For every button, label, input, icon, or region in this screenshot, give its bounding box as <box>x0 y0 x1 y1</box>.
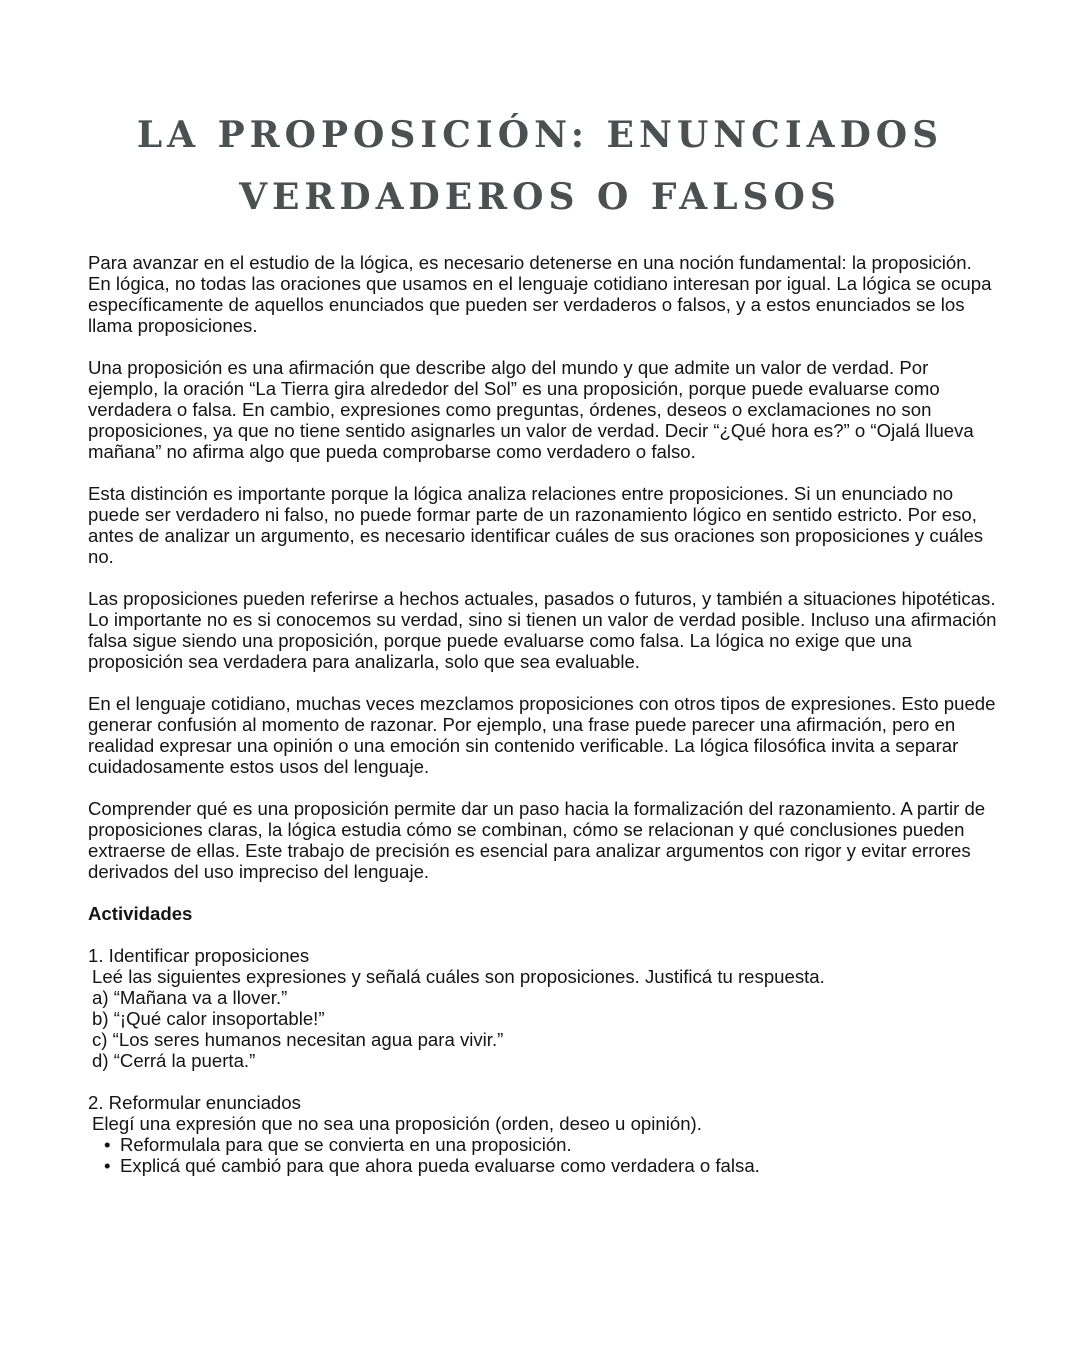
list-item <box>88 1134 998 1155</box>
list-item <box>88 1155 998 1176</box>
activity-1-item-d: d) “Cerrá la puerta.” <box>92 1050 256 1071</box>
page-title-line-1: LA PROPOSICIÓN: ENUNCIADOS <box>136 114 944 156</box>
paragraph-1: Para avanzar en el estudio de la lógica, es necesario detenerse en una noción fundamental: la proposición. En lógica, no todas las oraciones que usamos en el lenguaje cotidiano interesan por igual. La lógica se ocupa específicamente de aquellos enunciados que pueden ser verdaderos o falsos, y a estos enunciados se los llama proposiciones. <box>88 252 992 336</box>
activity-2-bullet-list <box>88 1134 998 1176</box>
activity-1-title: 1. Identificar proposiciones <box>88 945 310 966</box>
activities-heading: Actividades <box>88 903 193 924</box>
activity-2 <box>88 1092 998 1176</box>
bullet-icon: • <box>104 1155 111 1176</box>
paragraph-6: Comprender qué es una proposición permite dar un paso hacia la formalización del razonamiento. A partir de proposiciones claras, la lógica estudia cómo se combinan, cómo se relacionan y qué conclusiones pueden extraerse de ellas. Este trabajo de precisión es esencial para analizar argumentos con rigor y evitar errores derivados del uso impreciso del lenguaje. <box>88 798 986 882</box>
paragraph-3: Esta distinción es importante porque la lógica analiza relaciones entre proposiciones. Si un enunciado no puede ser verdadero ni falso, no puede formar parte de un razonamiento lógico en sentido estricto. Por eso, antes de analizar un argumento, es necesario identificar cuáles de sus oraciones son proposiciones y cuáles no. <box>88 483 984 567</box>
paragraph-2: Una proposición es una afirmación que describe algo del mundo y que admite un valor de verdad. Por ejemplo, la oración “La Tierra gira alrededor del Sol” es una proposición, porque puede evaluarse como verdadera o falsa. En cambio, expresiones como preguntas, órdenes, deseos o exclamaciones no son proposiciones, ya que no tiene sentido asignarles un valor de verdad. Decir “¿Qué hora es?” o “Ojalá llueva mañana” no afirma algo que pueda comprobarse como verdadero o falso. <box>88 357 974 462</box>
activity-1-item-c: c) “Los seres humanos necesitan agua para vivir.” <box>92 1029 504 1050</box>
page-title <box>90 104 990 228</box>
activity-1-instruction: Leé las siguientes expresiones y señalá cuáles son proposiciones. Justificá tu respuesta. <box>92 966 825 987</box>
paragraph-5: En el lenguaje cotidiano, muchas veces mezclamos proposiciones con otros tipos de expresiones. Esto puede generar confusión al momento de razonar. Por ejemplo, una frase puede parecer una afirmación, pero en realidad expresar una opinión o una emoción sin contenido verificable. La lógica filosófica invita a separar cuidadosamente estos usos del lenguaje. <box>88 693 996 777</box>
paragraph-4: Las proposiciones pueden referirse a hechos actuales, pasados o futuros, y también a situaciones hipotéticas. Lo importante no es si conocemos su verdad, sino si tienen un valor de verdad posible. Incluso una afirmación falsa sigue siendo una proposición, porque puede evaluarse como falsa. La lógica no exige que una proposición sea verdadera para analizarla, solo que sea evaluable. <box>88 588 997 672</box>
activity-2-bullet-1: Reformulala para que se convierta en una proposición. <box>120 1134 572 1155</box>
activity-1-item-a: a) “Mañana va a llover.” <box>92 987 288 1008</box>
activity-2-title: 2. Reformular enunciados <box>88 1092 301 1113</box>
bullet-icon: • <box>104 1134 111 1155</box>
document-body <box>88 252 998 1197</box>
activity-1 <box>88 945 998 1071</box>
activity-2-instruction: Elegí una expresión que no sea una proposición (orden, deseo u opinión). <box>92 1113 702 1134</box>
activity-1-item-b: b) “¡Qué calor insoportable!” <box>92 1008 325 1029</box>
page-title-line-2: VERDADEROS O FALSOS <box>239 176 841 218</box>
activity-2-bullet-2: Explicá qué cambió para que ahora pueda evaluarse como verdadera o falsa. <box>120 1155 760 1176</box>
